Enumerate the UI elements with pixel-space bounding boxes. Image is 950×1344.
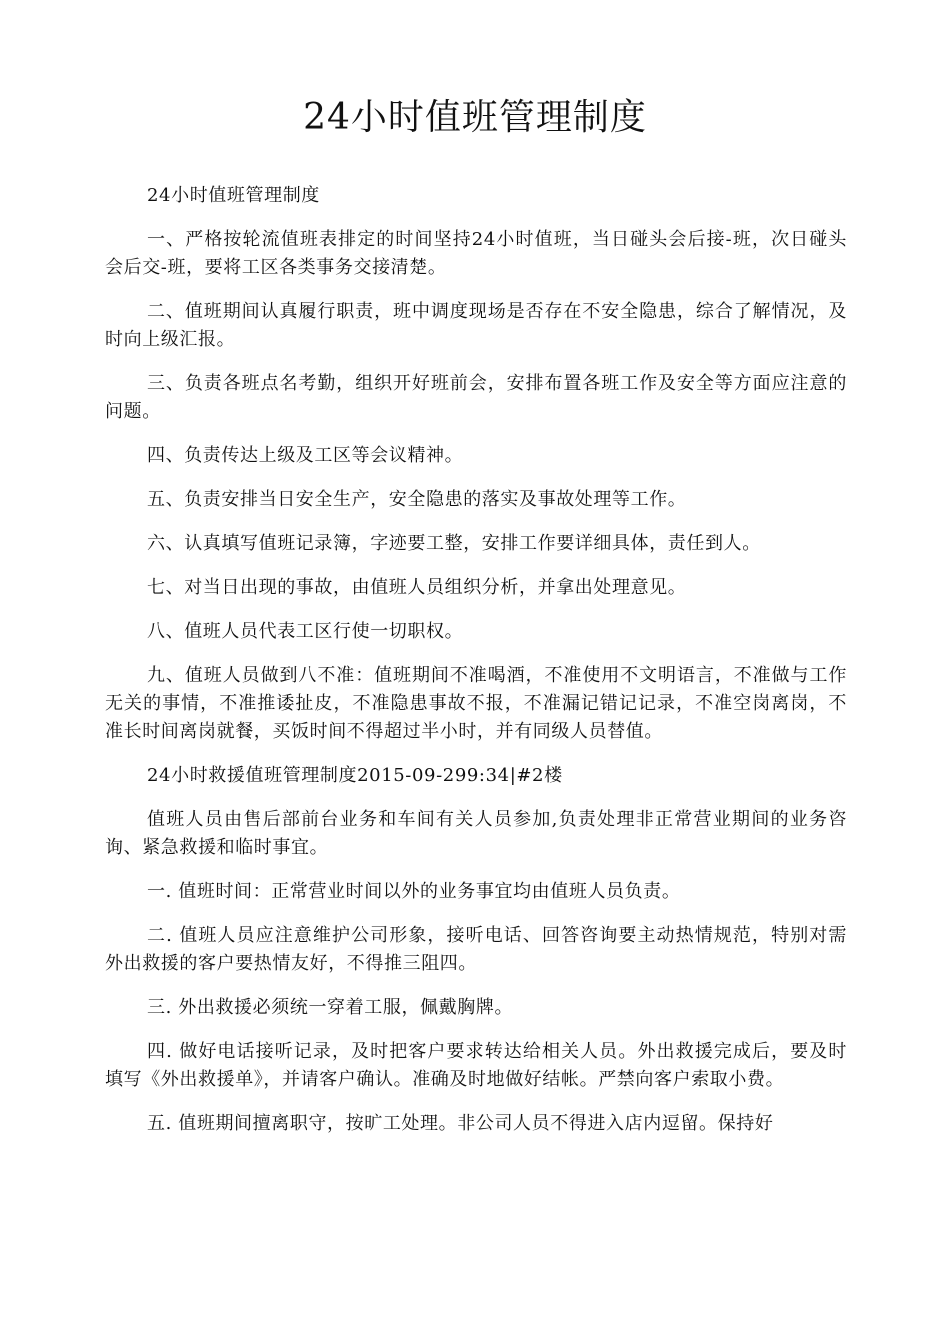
paragraph: 四. 做好电话接听记录，及时把客户要求转达给相关人员。外出救援完成后，要及时填写《外出救援单》，并请客户确认。准确及时地做好结帐。严禁向客户索取小费。 (105, 1041, 847, 1090)
paragraph: 九、值班人员做到八不准：值班期间不准喝酒，不准使用不文明语言，不准做与工作无关的事情，不准推诿扯皮，不准隐患事故不报，不准漏记错记记录，不准空岗离岗，不准长时间离岗就餐，买饭时间不得超过半小时，并有同级人员替值。 (105, 665, 847, 742)
paragraph: 五. 值班期间擅离职守，按旷工处理。非公司人员不得进入店内逗留。保持好 (147, 1113, 774, 1134)
paragraph: 值班人员由售后部前台业务和车间有关人员参加,负责处理非正常营业期间的业务咨询、紧急救援和临时事宜。 (105, 809, 847, 858)
paragraph: 四、负责传达上级及工区等会议精神。 (147, 445, 464, 466)
paragraph: 三. 外出救援必须统一穿着工服，佩戴胸牌。 (147, 997, 514, 1018)
paragraph: 一、严格按轮流值班表排定的时间坚持24小时值班，当日碰头会后接-班，次日碰头会后交-班，要将工区各类事务交接清楚。 (105, 229, 847, 278)
paragraph: 二、值班期间认真履行职责，班中调度现场是否存在不安全隐患，综合了解情况，及时向上级汇报。 (105, 301, 847, 350)
paragraph: 24小时值班管理制度 (147, 185, 320, 206)
paragraph: 五、负责安排当日安全生产，安全隐患的落实及事故处理等工作。 (147, 489, 687, 510)
paragraph: 一. 值班时间：正常营业时间以外的业务事宜均由值班人员负责。 (147, 881, 681, 902)
paragraph: 七、对当日出现的事故，由值班人员组织分析，并拿出处理意见。 (147, 577, 687, 598)
paragraph: 三、负责各班点名考勤，组织开好班前会，安排布置各班工作及安全等方面应注意的问题。 (105, 373, 847, 422)
paragraph: 八、值班人员代表工区行使一切职权。 (147, 621, 464, 642)
paragraph: 二. 值班人员应注意维护公司形象，接听电话、回答咨询要主动热情规范，特别对需外出救援的客户要热情友好，不得推三阻四。 (105, 925, 847, 974)
paragraph: 24小时救援值班管理制度2015-09-299:34|#2楼 (147, 765, 563, 786)
document-title: 24小时值班管理制度 (303, 97, 647, 138)
document-body (105, 182, 847, 1154)
paragraph: 六、认真填写值班记录簿，字迹要工整，安排工作要详细具体，责任到人。 (147, 533, 761, 554)
